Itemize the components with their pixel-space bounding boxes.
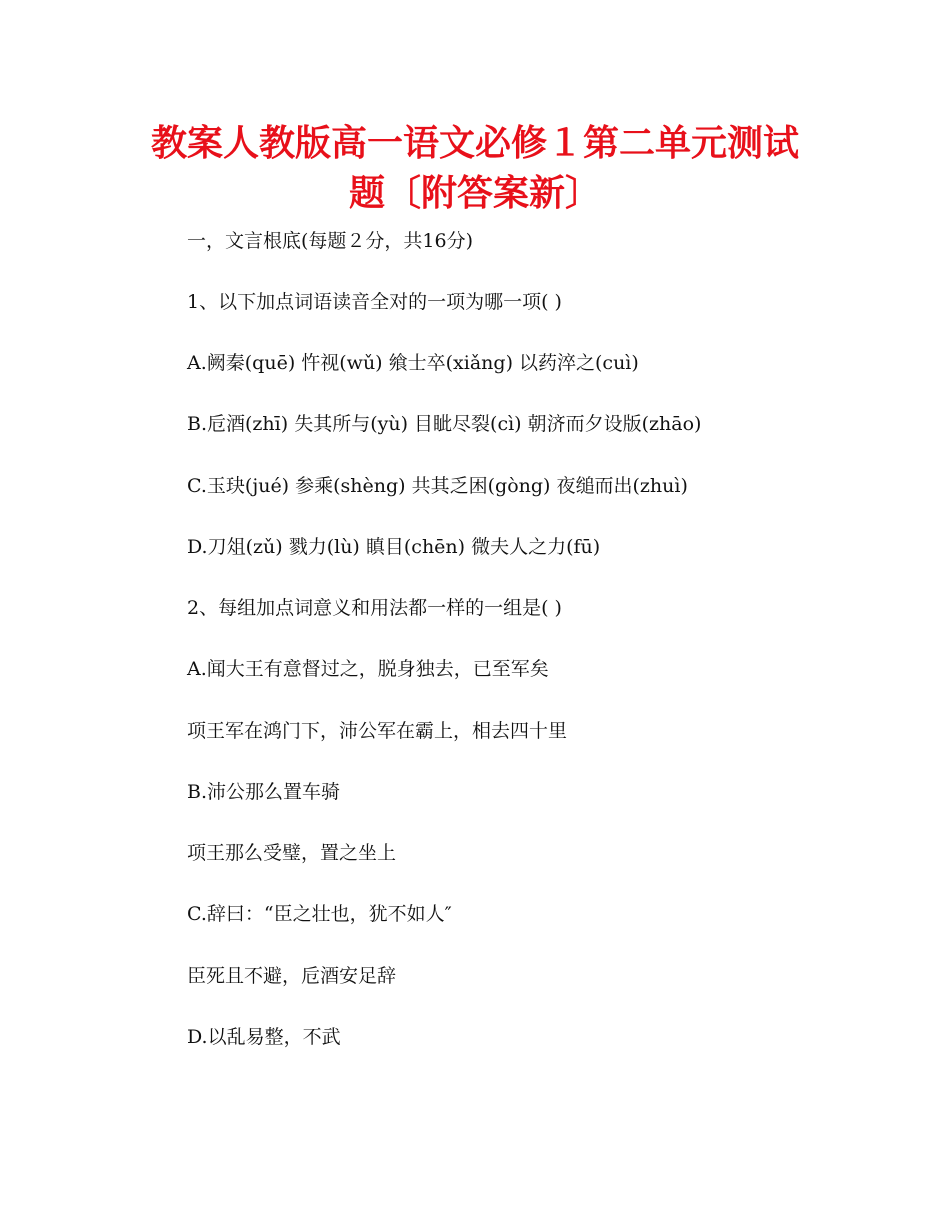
question-1: 1、以下加点词语读音全对的一项为哪一项( ) <box>187 291 562 313</box>
question-2-option-d-line-1: D.以乱易整，不武 <box>187 1026 341 1048</box>
question-1-option-a: A.阙秦(quē) 忤视(wǔ) 飨士卒(xiǎng) 以药淬之(cuì) <box>187 352 639 374</box>
question-1-option-d: D.刀俎(zǔ) 戮力(lù) 瞋目(chēn) 微夫人之力(fū) <box>187 536 601 558</box>
question-2-option-a-line-1: A.闻大王有意督过之，脱身独去，已至军矣 <box>187 658 549 680</box>
question-2: 2、每组加点词意义和用法都一样的一组是( ) <box>187 597 562 619</box>
question-2-option-c-line-1: C.辞曰：“臣之壮也，犹不如人″ <box>187 903 452 925</box>
question-2-option-b-line-1: B.沛公那么置车骑 <box>187 781 341 803</box>
question-2-option-c-line-2: 臣死且不避，卮酒安足辞 <box>187 965 397 987</box>
question-1-option-c: C.玉玦(jué) 参乘(shèng) 共其乏困(gòng) 夜缒而出(zhuì) <box>187 475 688 497</box>
section-heading: 一，文言根底(每题２分，共16分) <box>187 230 474 252</box>
document-title-line-1: 教案人教版高一语文必修１第二单元测试 <box>150 123 799 164</box>
question-1-option-b: B.卮酒(zhī) 失其所与(yù) 目眦尽裂(cì) 朝济而夕设版(zhāo) <box>187 413 702 435</box>
question-2-option-b-line-2: 项王那么受璧，置之坐上 <box>187 842 397 864</box>
document-title-line-2: 题〔附答案新〕 <box>348 173 601 214</box>
question-2-option-a-line-2: 项王军在鸿门下，沛公军在霸上，相去四十里 <box>187 720 568 742</box>
